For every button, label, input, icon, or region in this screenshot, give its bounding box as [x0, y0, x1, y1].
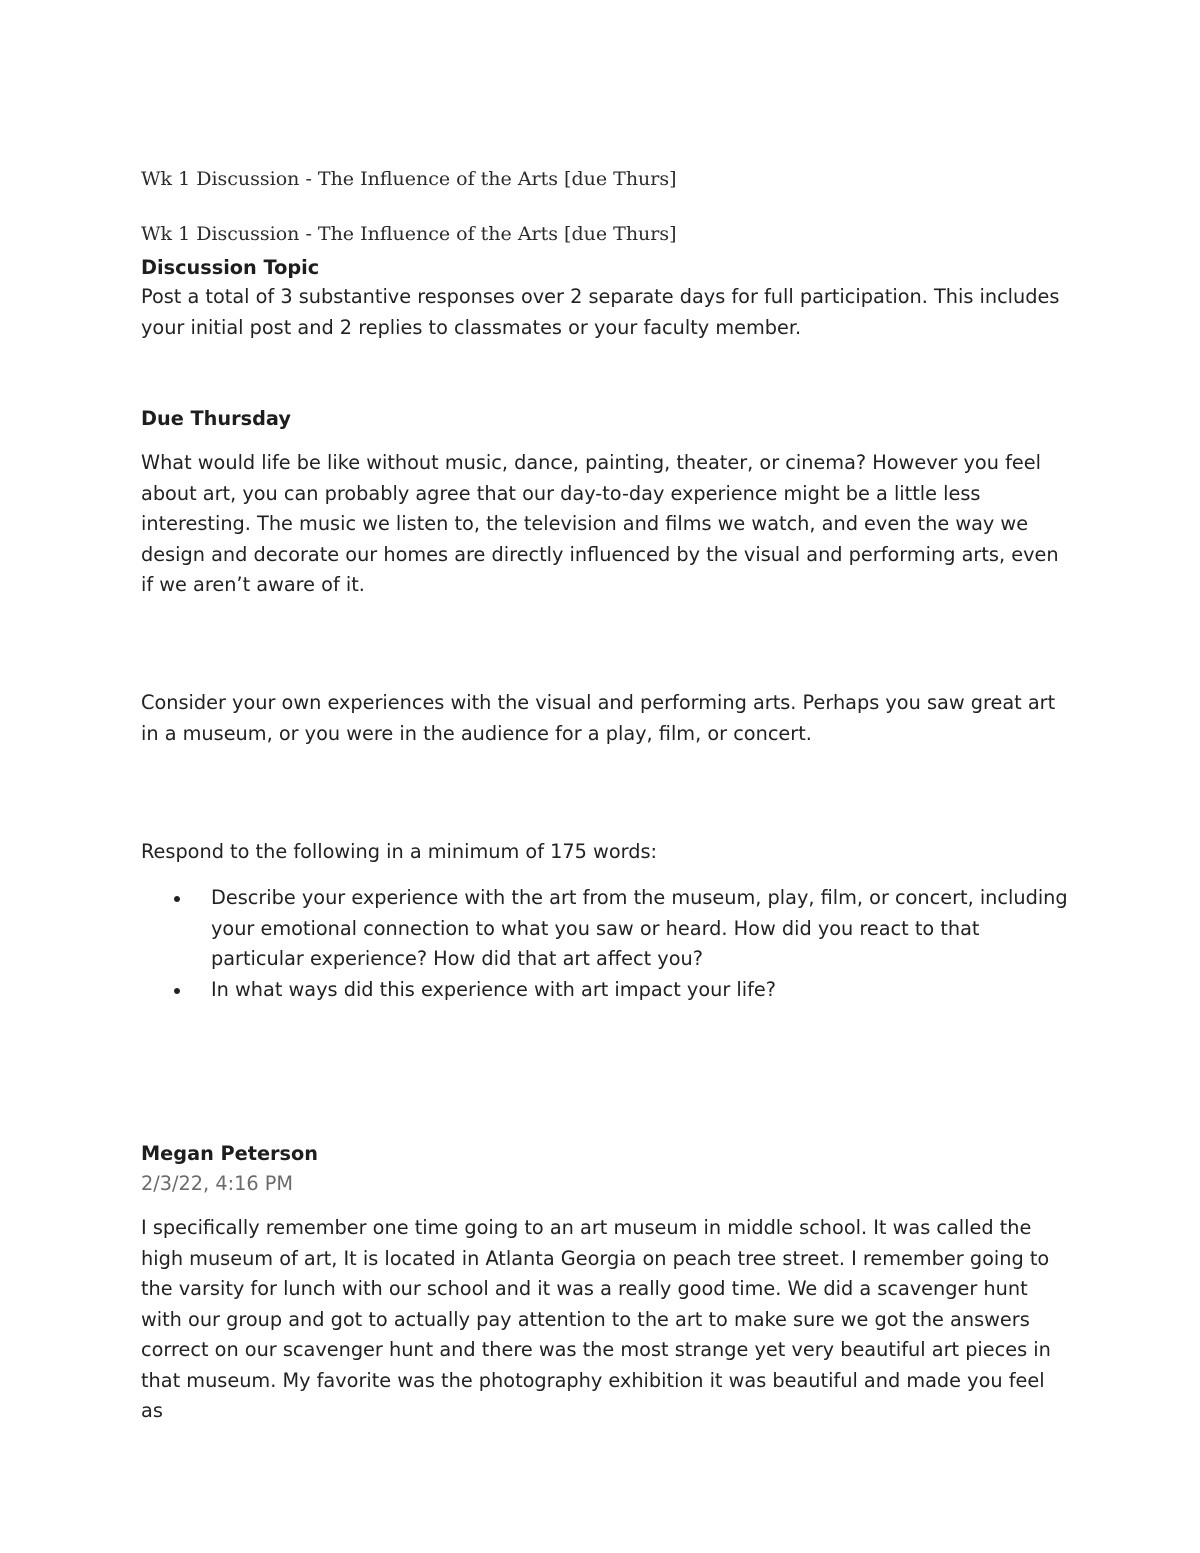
bullet-text: In what ways did this experience with art impact your life?	[211, 977, 777, 1001]
post-timestamp: 2/3/22, 4:16 PM	[141, 1172, 294, 1195]
participation-instructions: Post a total of 3 substantive responses over 2 separate days for full participation. This includes your initial post and 2 replies to classmates or your faculty member.	[141, 285, 1060, 339]
post-body: I specifically remember one time going to an art museum in middle school. It was called the high museum of art, It is located in Atlanta Georgia on peach tree street. I remember going to the varsity for lunch with our school and it was a really good time. We did a scavenger hunt with our group and got to actually pay attention to the art to make sure we got the answers correct on our scavenger hunt and there was the most strange yet very beautiful art pieces in that museum. My favorite was the photography exhibition it was beautiful and made you feel as	[141, 1216, 1051, 1422]
discussion-title: Wk 1 Discussion - The Influence of the Arts [due Thurs]	[141, 223, 677, 245]
prompt-paragraph-3: Respond to the following in a minimum of 175 words:	[141, 840, 657, 863]
due-thursday-heading: Due Thursday	[141, 407, 291, 430]
prompt-bullet-list	[141, 883, 1071, 1005]
bullet-icon	[174, 988, 180, 994]
post-author-name: Megan Peterson	[141, 1142, 318, 1165]
list-item	[141, 975, 1071, 1006]
prompt-paragraph-2: Consider your own experiences with the visual and performing arts. Perhaps you saw great art in a museum, or you were in the audience for a play, film, or concert.	[141, 691, 1056, 745]
bullet-icon	[174, 896, 180, 902]
list-item	[141, 883, 1071, 975]
prompt-paragraph-1: What would life be like without music, dance, painting, theater, or cinema? However you feel about art, you can probably agree that our day-to-day experience might be a little less interesting. The music we listen to, the television and films we watch, and even the way we design and decorate our homes are directly influenced by the visual and performing arts, even if we aren’t aware of it.	[141, 451, 1059, 596]
bullet-text: Describe your experience with the art from the museum, play, film, or concert, including your emotional connection to what you saw or heard. How did you react to that particular experience? How did that art affect you?	[211, 886, 1068, 970]
document-title: Wk 1 Discussion - The Influence of the Arts [due Thurs]	[141, 168, 677, 190]
discussion-topic-heading: Discussion Topic	[141, 256, 320, 279]
